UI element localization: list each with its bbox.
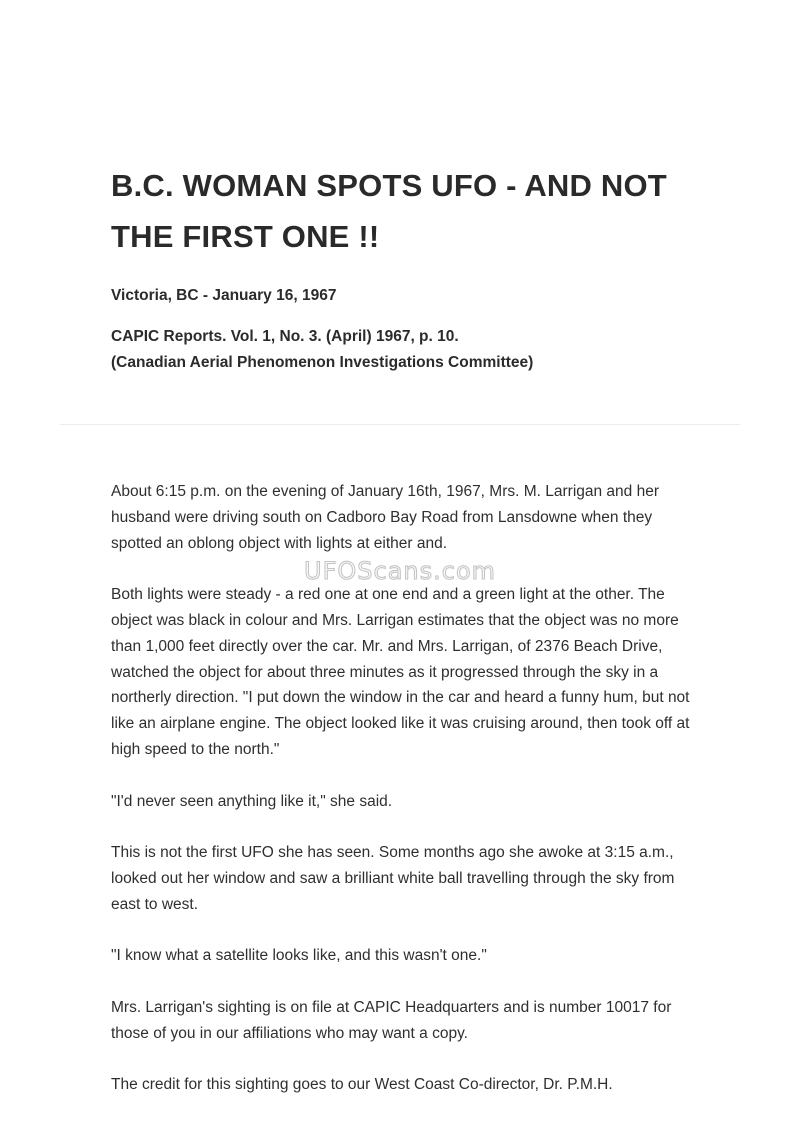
- paragraph: "I'd never seen anything like it," she said.: [111, 792, 393, 810]
- source-citation: [111, 324, 711, 376]
- article-body: [111, 479, 701, 1124]
- article-title: [111, 160, 711, 262]
- paragraph: This is not the first UFO she has seen. Some months ago she awoke at 3:15 a.m., looked out her window and saw a brilliant white ball travelling through the sky from east to west.: [111, 844, 675, 913]
- header-divider: [60, 424, 740, 425]
- source-line-1: CAPIC Reports. Vol. 1, No. 3. (April) 1967, p. 10.: [111, 328, 459, 345]
- article-header: [111, 160, 711, 376]
- title-line-2: THE FIRST ONE !!: [111, 219, 380, 254]
- watermark: UFOScans.com: [304, 557, 496, 585]
- paragraph: "I know what a satellite looks like, and this wasn't one.": [111, 947, 487, 965]
- paragraph: Mrs. Larrigan's sighting is on file at CAPIC Headquarters and is number 10017 for those of you in our affiliations who may want a copy.: [111, 998, 672, 1042]
- location-date: Victoria, BC - January 16, 1967: [111, 287, 337, 304]
- source-line-2: (Canadian Aerial Phenomenon Investigations Committee): [111, 354, 534, 371]
- title-line-1: B.C. WOMAN SPOTS UFO - AND NOT: [111, 168, 667, 203]
- paragraph: Both lights were steady - a red one at one end and a green light at the other. The object was black in colour and Mrs. Larrigan estimates that the object was no more than 1,000 feet directly over the car. Mr. and Mrs. Larrigan, of 2376 Beach Drive, watched the object for about three minutes as it progressed through the sky in a northerly direction. "I put down the window in the car and heard a funny hum, but not like an airplane engine. The object looked like it was cruising around, then took off at high speed to the north.": [111, 586, 690, 758]
- paragraph: About 6:15 p.m. on the evening of January 16th, 1967, Mrs. M. Larrigan and her husband were driving south on Cadboro Bay Road from Lansdowne when they spotted an oblong object with lights at either and.: [111, 483, 660, 552]
- paragraph: The credit for this sighting goes to our West Coast Co-director, Dr. P.M.H.: [111, 1076, 613, 1094]
